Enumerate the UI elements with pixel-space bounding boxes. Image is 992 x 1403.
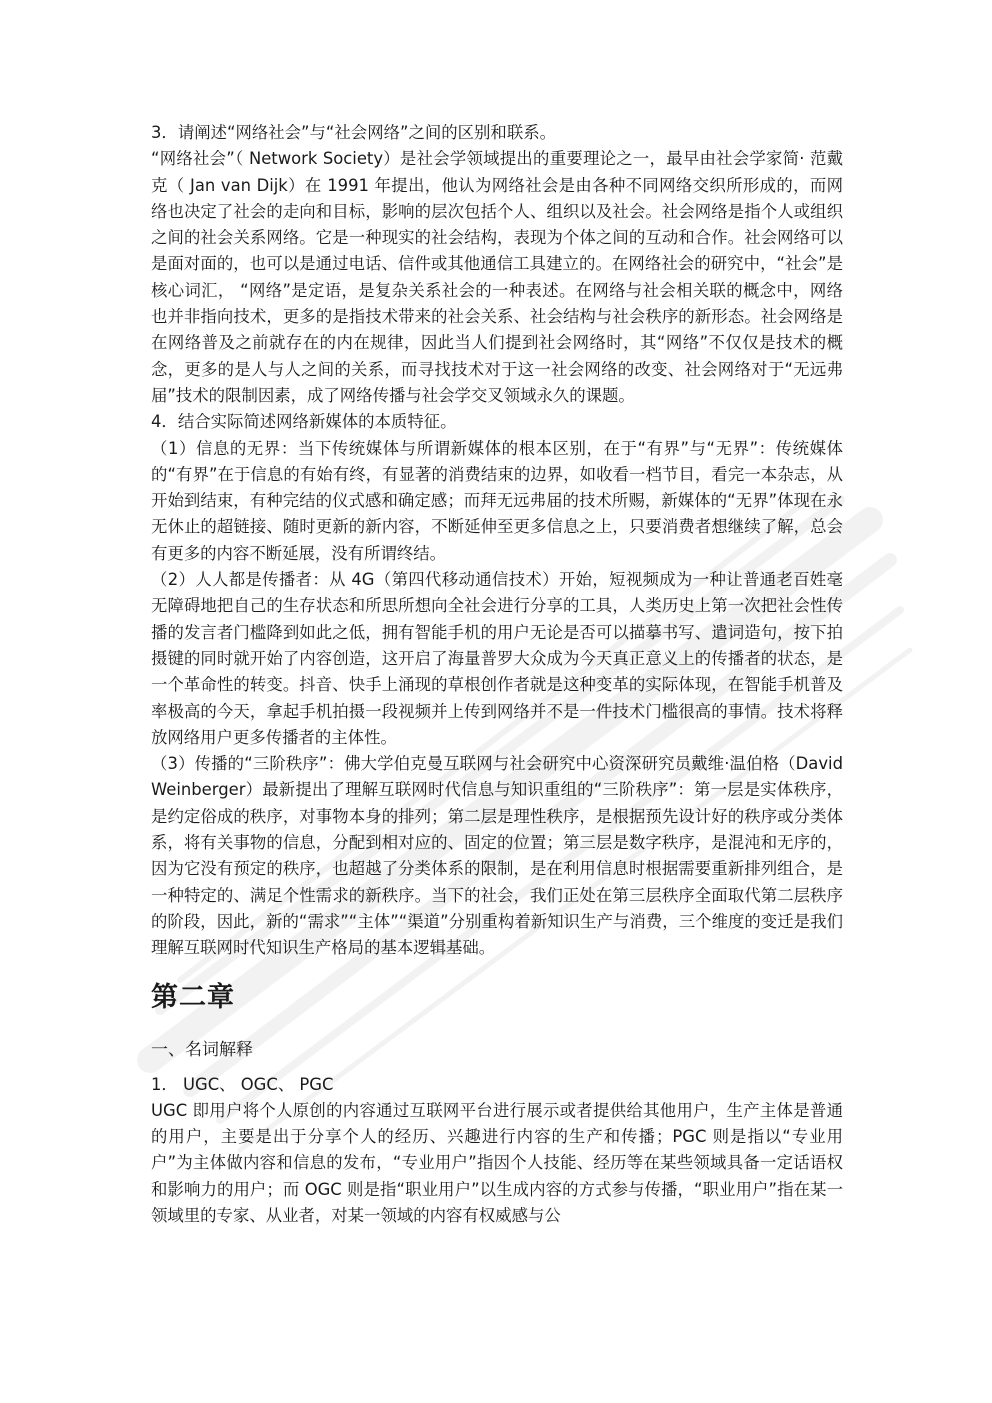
question-4-title: 4．结合实际简述网络新媒体的本质特征。 [151,412,457,432]
document-page [151,120,843,1229]
question-3-title: 3．请阐述“网络社会”与“社会网络”之间的区别和联系。 [151,123,556,142]
term-title: 1． UGC、 OGC、 PGC [151,1074,334,1094]
question-4-point-1: （1）信息的无界：当下传统媒体与所谓新媒体的根本区别，在于“有界”与“无界”：传统媒体的“有界”在于信息的有始有终，有显著的消费结束的边界，如收看一档节目，看完一本杂志，从开始到结束，有种完结的仪式感和确定感；而拜无远弗届的技术所赐，新媒体的“无界”体现在永无休止的超链接、随时更新的新内容，不断延伸至更多信息之上，只要消费者想继续了解，总会有更多的内容不断延展，没有所谓终结。 [151,438,843,563]
chapter-title: 第二章 [151,981,235,1013]
term-definition: UGC 即用户将个人原创的内容通过互联网平台进行展示或者提供给其他用户，生产主体是普通的用户，主要是出于分享个人的经历、兴趣进行内容的生产和传播；PGC 则是指以“专业用户”为主体做内容和信息的发布，“专业用户”指因个人技能、经历等在某些领域具备一定话语权和影响力的用户；而 OGC 则是指“职业用户”以生成内容的方式参与传播，“职业用户”指在某一领域里的专家、从业者，对某一领域的内容有权威感与公 [151,1100,843,1225]
question-4-point-3: （3）传播的“三阶秩序”：佛大学伯克曼互联网与社会研究中心资深研究员戴维·温伯格（David Weinberger）最新提出了理解互联网时代信息与知识重组的“三阶秩序”：第一层是实体秩序，是约定俗成的秩序，对事物本身的排列；第二层是理性秩序，是根据预先设计好的秩序或分类体系，将有关事物的信息，分配到相对应的、固定的位置；第三层是数字秩序，是混沌和无序的，因为它没有预定的秩序，也超越了分类体系的限制，是在利用信息时根据需要重新排列组合，是一种特定的、满足个性需求的新秩序。当下的社会，我们正处在第三层秩序全面取代第二层秩序的阶段，因此，新的“需求”“主体”“渠道”分别重构着新知识生产与消费，三个维度的变迁是我们理解互联网时代知识生产格局的基本逻辑基础。 [151,754,843,958]
question-3-answer: “网络社会”（ Network Society）是社会学领域提出的重要理论之一，最早由社会学家简· 范戴克（ Jan van Dijk）在 1991 年提出，他认为网络社会是由各种不同网络交织所形成的，而网络也决定了社会的走向和目标，影响的层次包括个人、组织以及社会。社会网络是指个人或组织之间的社会关系网络。它是一种现实的社会结构，表现为个体之间的互动和合作。社会网络可以是面对面的，也可以是通过电话、信件或其他通信工具建立的。在网络社会的研究中，“社会”是核心词汇， “网络”是定语，是复杂关系社会的一种表述。在网络与社会相关联的概念中，网络也并非指向技术，更多的是指技术带来的社会关系、社会结构与社会秩序的新形态。社会网络是在网络普及之前就存在的内在规律，因此当人们提到社会网络时，其“网络”不仅仅是技术的概念，更多的是人与人之间的关系，而寻找技术对于这一社会网络的改变、社会网络对于“无远弗届”技术的限制因素，成了网络传播与社会学交叉领域永久的课题。 [151,149,843,405]
question-4-point-2: （2）人人都是传播者：从 4G（第四代移动通信技术）开始，短视频成为一种让普通老百姓毫无障碍地把自己的生存状态和所思所想向全社会进行分享的工具，人类历史上第一次把社会性传播的发言者门槛降到如此之低，拥有智能手机的用户无论是否可以描摹书写、遣词造句，按下拍摄键的同时就开始了内容创造，这开启了海量普罗大众成为今天真正意义上的传播者的状态，是一个革命性的转变。抖音、快手上涌现的草根创作者就是这种变革的实际体现，在智能手机普及率极高的今天，拿起手机拍摄一段视频并上传到网络并不是一件技术门槛很高的事情。技术将释放网络用户更多传播者的主体性。 [151,570,843,747]
section-heading: 一、名词解释 [151,1039,253,1060]
